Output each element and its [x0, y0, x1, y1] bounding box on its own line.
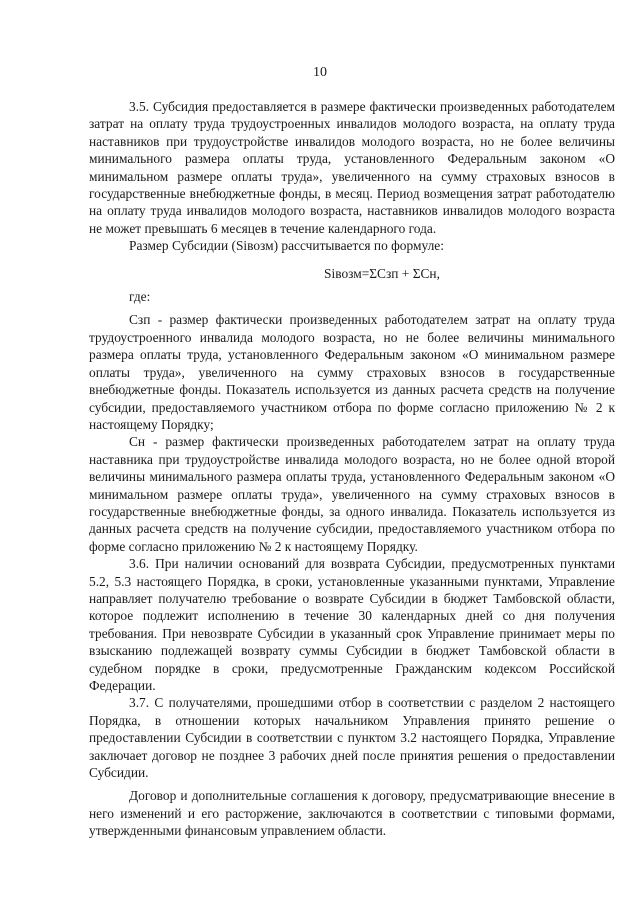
definition-czp: Cзп - размер фактически произведенных работодателем затрат на оплату труда трудоустроенного инвалида молодого возраста, но не более величины минимального размера оплаты труда, установленного Федеральным законом «О минимальном размере оплаты труда», увеличенного на сумму страховых взносов в государственные внебюджетные фонды. Показатель используется из данных расчета средств на получение субсидии, предоставляемого участником отбора по форме согласно приложению № 2 к настоящему Порядку; [89, 312, 615, 432]
paragraph-3-7: 3.7. С получателями, прошедшими отбор в соответствии с разделом 2 настоящего Порядка, в отношении которых начальником Управления принято решение о предоставлении Субсидии в соответствии с пунктом 3.2 настоящего Порядка, Управление заключает договор не позднее 3 рабочих дней после принятия решения о предоставлении Субсидии. [89, 695, 615, 781]
page-number: 10 [313, 65, 327, 80]
document-body [89, 98, 615, 840]
paragraph-contract: Договор и дополнительные соглашения к договору, предусматривающие внесение в него изменений и его расторжение, заключаются в соответствии с типовыми формами, утвержденными финансовым управлением области. [89, 788, 615, 839]
formula-where-label: где: [129, 289, 151, 305]
definition-cn: Cн - размер фактически произведенных работодателем затрат на оплату труда наставника при трудоустройстве инвалида молодого возраста, но не более одной второй величины минимального размера оплаты труда, установленного Федеральным законом «О минимальном размере оплаты труда», увеличенного на сумму страховых взносов в государственные внебюджетные фонды, за одного инвалида. Показатель используется из данных расчета средств на получение субсидии, предоставляемого участником отбора по форме согласно приложению № 2 к настоящему Порядку. [89, 434, 615, 554]
paragraph-size-intro: Размер Субсидии (Siвозм) рассчитывается по формуле: [129, 238, 444, 254]
paragraph-3-6: 3.6. При наличии оснований для возврата Субсидии, предусмотренных пунктами 5.2, 5.3 настоящего Порядка, в сроки, установленные указанными пунктами, Управление направляет получателю требование о возврате Субсидии в бюджет Тамбовской области, которое подлежит исполнению в течение 30 календарных дней со дня получения требования. При невозврате Субсидии в указанный срок Управление принимает меры по взысканию подлежащей возврату суммы Субсидии в бюджет Тамбовской области в судебном порядке в сроки, предусмотренные Гражданским кодексом Российской Федерации. [89, 556, 615, 693]
subsidy-formula: Siвозм=ΣCзп + ΣCн, [324, 265, 440, 281]
paragraph-3-5: 3.5. Субсидия предоставляется в размере фактически произведенных работодателем затрат на оплату труда трудоустроенных инвалидов молодого возраста, на оплату труда наставников при трудоустройстве инвалидов молодого возраста, но не более величины минимального размера оплаты труда, установленного Федеральным законом «О минимальном размере оплаты труда», увеличенного на сумму страховых взносов в государственные внебюджетные фонды, в месяц. Период возмещения затрат работодателю на оплату труда инвалидов молодого возраста, наставников инвалидов молодого возраста не может превышать 6 месяцев в течение календарного года. [89, 99, 615, 236]
